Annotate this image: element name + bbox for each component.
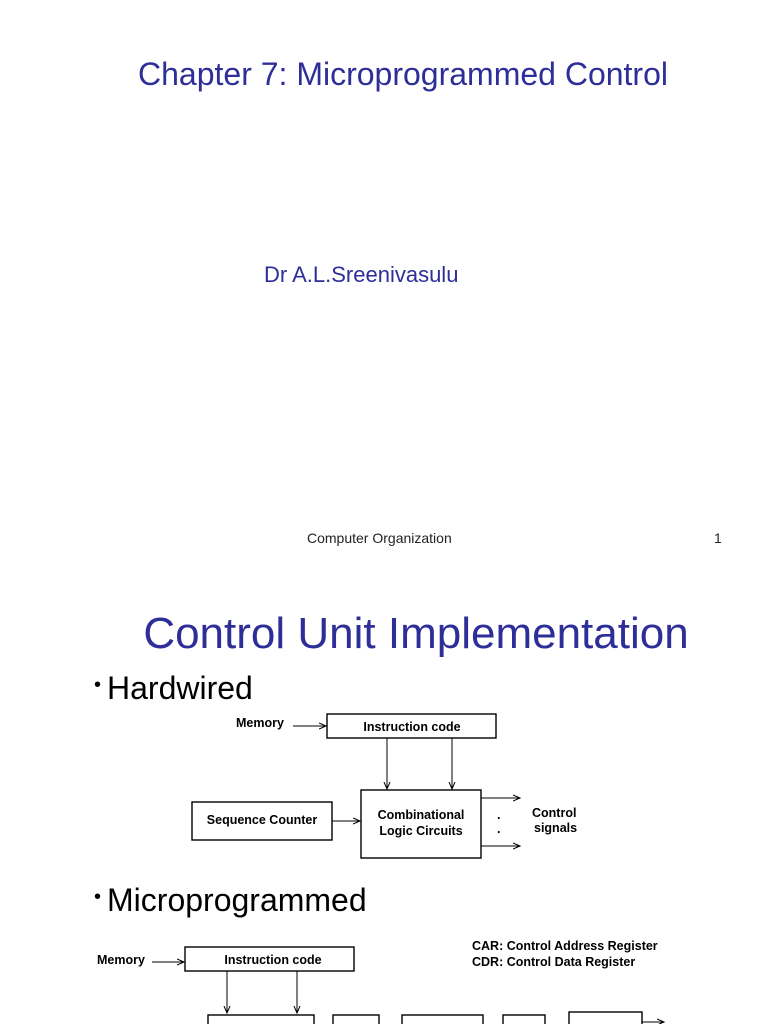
- memory-label: Memory: [97, 953, 145, 967]
- control-signals-label-2: signals: [534, 821, 578, 835]
- author-name: Dr A.L.Sreenivasulu: [264, 262, 459, 287]
- slide-2: [0, 576, 768, 1024]
- slide-title: Control Unit Implementation: [143, 609, 689, 658]
- footer-text: Computer Organization: [307, 530, 452, 546]
- bullet-text: Hardwired: [107, 670, 253, 706]
- control-memory-box: [402, 1015, 483, 1024]
- instruction-code-label: Instruction code: [363, 720, 461, 734]
- ellipsis-dot-2: .: [497, 822, 501, 836]
- slide-title: Chapter 7: Microprogrammed Control: [138, 56, 668, 92]
- sequence-counter-label: Sequence Counter: [206, 813, 318, 827]
- cdr-box: [503, 1015, 545, 1024]
- car-box: [333, 1015, 379, 1024]
- cdr-note: CDR: Control Data Register: [472, 955, 636, 969]
- ellipsis-dot-1: .: [497, 808, 501, 822]
- page-number: 1: [714, 530, 722, 546]
- combinational-label-1: Combinational: [377, 808, 465, 822]
- car-note: CAR: Control Address Register: [472, 939, 658, 953]
- hardwired-diagram: [192, 714, 577, 858]
- memory-label: Memory: [236, 716, 284, 730]
- microprogrammed-diagram: [97, 939, 664, 1024]
- instruction-code-label: Instruction code: [224, 953, 322, 967]
- bullet-dot-icon: •: [94, 886, 102, 908]
- next-address-generator-box: [208, 1015, 314, 1024]
- control-signals-label-1: Control: [532, 806, 577, 820]
- bullet-text: Microprogrammed: [107, 882, 367, 918]
- combinational-label-2: Logic Circuits: [379, 824, 463, 838]
- bullet-dot-icon: •: [94, 674, 102, 696]
- decoder-box: [569, 1012, 642, 1024]
- diagrams: [0, 576, 768, 1024]
